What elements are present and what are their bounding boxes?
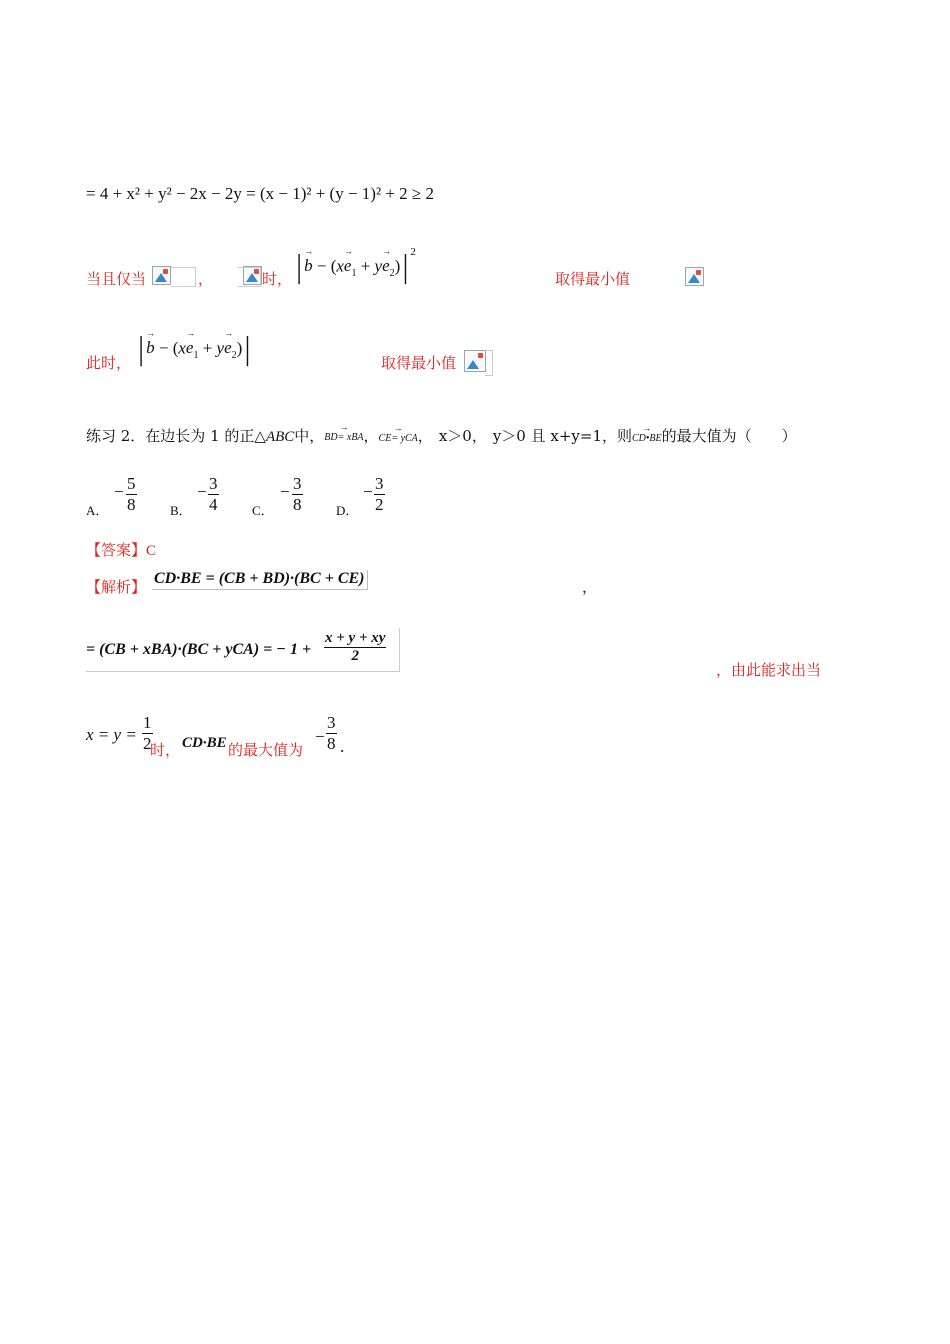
subscript-2: 2 bbox=[231, 349, 237, 361]
answer-label: 【答案】 bbox=[86, 541, 147, 559]
numerator: x + y + xy bbox=[324, 630, 386, 648]
plus: + bbox=[198, 338, 217, 358]
equation-line-1 bbox=[86, 184, 434, 204]
vector-e2: → e bbox=[382, 256, 390, 276]
analysis-expr-2-left: = (CB + xBA)·(BC + yCA) = − 1 + bbox=[86, 641, 312, 658]
cd-dot-be bbox=[632, 433, 662, 444]
norm-expression: |→ $b - (x\to e_1 + y\to e_2)|^2$ bbox=[294, 250, 416, 285]
image-frame bbox=[171, 267, 196, 287]
this-time-prefix: 此时， bbox=[86, 354, 132, 372]
denominator: 8 bbox=[327, 733, 336, 753]
broken-image-icon bbox=[685, 267, 704, 286]
option-fraction bbox=[292, 474, 303, 514]
option-fraction bbox=[374, 474, 385, 514]
condition-mid: 时， bbox=[262, 270, 293, 288]
numerator: 3 bbox=[327, 713, 336, 732]
vector-b: → b bbox=[304, 256, 313, 276]
condition-line bbox=[86, 245, 631, 294]
vector-e2: → e bbox=[224, 338, 232, 358]
analysis-comma: ， bbox=[582, 578, 598, 596]
vector-b: → b bbox=[146, 338, 155, 358]
condition-prefix: 当且仅当 bbox=[86, 270, 147, 288]
exercise-zhong: 中， bbox=[294, 427, 325, 445]
denominator: 2 bbox=[351, 648, 359, 665]
vector-e1: → e bbox=[344, 256, 352, 276]
analysis-fraction bbox=[324, 630, 386, 666]
coef-x: x bbox=[336, 256, 344, 276]
conclusion-period: . bbox=[340, 737, 345, 756]
equation-text: = 4 + x² + y² − 2x − 2y = (x − 1)² + (y − 1)² + 2 ≥ 2 bbox=[86, 184, 434, 203]
ce-eq-text: → CE= yCA bbox=[379, 433, 418, 444]
exercise-2 bbox=[86, 425, 797, 446]
option-sign: − bbox=[197, 482, 207, 501]
comma-1: ， bbox=[363, 427, 379, 445]
option-letter: B． bbox=[170, 503, 192, 518]
minus-open: − ( bbox=[154, 338, 179, 358]
conclusion-sign: − bbox=[315, 727, 325, 746]
option-fraction bbox=[126, 474, 137, 514]
min-value-text: 取得最小值 bbox=[555, 270, 631, 288]
analysis-tail: ，由此能求出当 bbox=[716, 661, 822, 679]
numerator: 3 bbox=[375, 474, 384, 493]
coef-x: x bbox=[178, 338, 186, 358]
comma-2: ， bbox=[417, 427, 433, 445]
exercise-label: 练习 2．在边长为 1 的正△ bbox=[86, 427, 266, 445]
condition-sep: ， bbox=[198, 270, 214, 288]
denominator: 2 bbox=[143, 733, 152, 753]
option-letter: D． bbox=[336, 503, 359, 518]
denominator: 8 bbox=[293, 494, 302, 514]
condition-x: x＞0， bbox=[438, 427, 487, 445]
coef-y: y bbox=[374, 256, 383, 276]
bd-equation bbox=[324, 432, 363, 443]
vector-e1: → e bbox=[186, 338, 194, 358]
conclusion-lhs: x = y = bbox=[86, 725, 137, 744]
conclusion-cdbe: CD·BE bbox=[182, 735, 227, 751]
norm-expression-2: |→ $b - (x\to e_1 + y\to e_2)|$ bbox=[136, 332, 252, 367]
numerator: 3 bbox=[209, 474, 218, 493]
broken-image-icon bbox=[464, 350, 486, 372]
answer-line bbox=[86, 539, 156, 560]
plus: + bbox=[356, 256, 375, 276]
option-sign: − bbox=[280, 482, 290, 501]
square-exponent: 2 bbox=[410, 245, 416, 258]
close-paren: ) bbox=[394, 256, 401, 276]
denominator: 4 bbox=[209, 494, 218, 514]
minus-open: − ( bbox=[312, 256, 337, 276]
image-frame bbox=[238, 267, 261, 287]
close-paren: ) bbox=[236, 338, 243, 358]
numerator: 1 bbox=[143, 713, 152, 732]
subscript-2: 2 bbox=[389, 267, 395, 279]
ce-equation bbox=[379, 433, 418, 444]
option-fraction bbox=[208, 474, 219, 514]
option-letter: A． bbox=[86, 503, 109, 518]
triangle-abc: ABC bbox=[265, 429, 295, 445]
answer-value: C bbox=[146, 543, 157, 559]
coef-y: y bbox=[216, 338, 225, 358]
min-value-text-2: 取得最小值 bbox=[381, 354, 457, 372]
condition-y: y＞0 且 x+y=1，则 bbox=[492, 427, 632, 445]
option-letter: C． bbox=[252, 503, 274, 518]
exercise-tail: 的最大值为（ ） bbox=[661, 427, 797, 445]
denominator: 2 bbox=[375, 494, 384, 514]
option-sign: − bbox=[114, 482, 124, 501]
subscript-1: 1 bbox=[351, 267, 357, 279]
subscript-1: 1 bbox=[193, 349, 199, 361]
cdbe-text: → CD•BE bbox=[632, 433, 662, 444]
analysis-label: 【解析】 bbox=[86, 578, 147, 596]
denominator: 8 bbox=[127, 494, 136, 514]
broken-image-icon bbox=[152, 266, 171, 285]
analysis-expr-1: CD·BE = (CB + BD)·(BC + CE) bbox=[152, 570, 368, 590]
this-time-line bbox=[86, 328, 457, 378]
bd-eq-text: → BD= xBA bbox=[324, 432, 363, 443]
conclusion-text: 的最大值为 bbox=[228, 741, 304, 759]
option-sign: − bbox=[363, 482, 373, 501]
conclusion-shi: 时， bbox=[150, 741, 181, 759]
numerator: 3 bbox=[293, 474, 302, 493]
conclusion-answer-fraction bbox=[326, 713, 337, 753]
image-frame bbox=[485, 350, 493, 376]
numerator: 5 bbox=[127, 474, 136, 493]
